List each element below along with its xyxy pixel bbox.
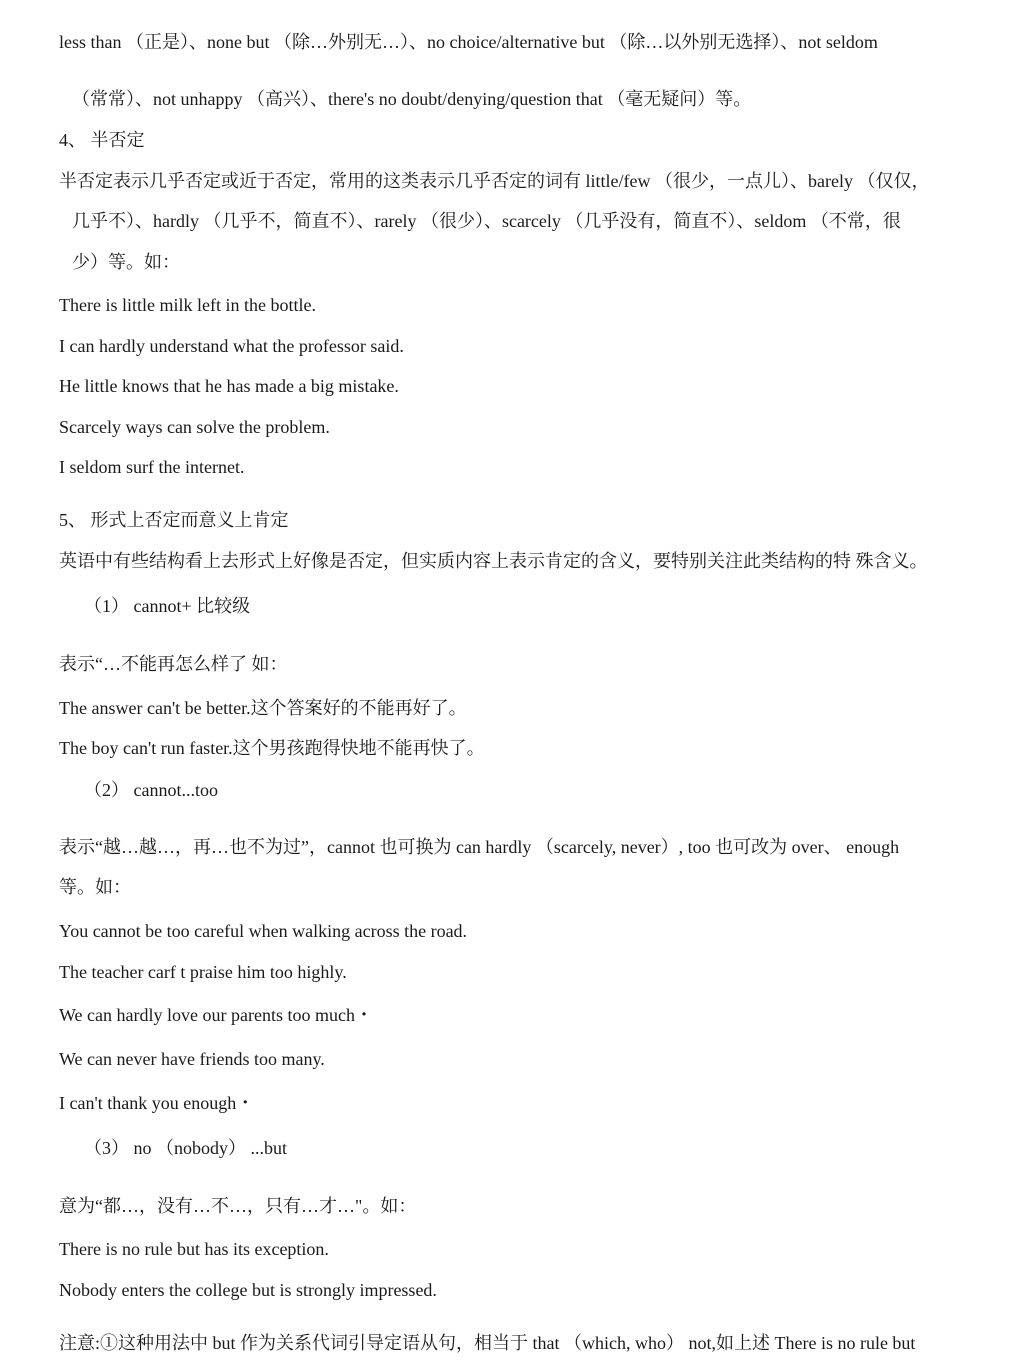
text-line-content: 半否定表示几乎否定或近于否定，常用的这类表示几乎否定的词有 little/few （很少，一点儿）、barely （仅仅， <box>59 171 930 191</box>
example-text: I can't thank you enough・ <box>59 1093 255 1113</box>
example-text: He little knows that he has made a big mistake. <box>59 376 399 396</box>
sub-heading-text: （3） no （nobody） ...but <box>84 1138 288 1158</box>
text-line-content: （常常）、not unhappy （高兴）、there's no doubt/denying/question that （毫无疑问）等。 <box>72 89 752 109</box>
text-line-content: 英语中有些结构看上去形式上好像是否定，但实质内容上表示肯定的含义，要特别关注此类结构的特 殊含义。 <box>59 551 928 571</box>
sub-heading <box>84 594 250 618</box>
example-sentence <box>59 919 467 943</box>
text-line-content: 等。如： <box>59 877 131 897</box>
text-line <box>59 1194 416 1218</box>
text-line <box>59 169 965 193</box>
sub-heading <box>84 778 218 802</box>
note-line <box>59 1331 965 1355</box>
section-heading <box>59 128 145 152</box>
sub-heading-text: （2） cannot...too <box>84 780 218 800</box>
example-text: We can never have friends too many. <box>59 1049 325 1069</box>
example-text: The answer can't be better.这个答案好的不能再好了。 <box>59 698 467 718</box>
example-sentence <box>59 1003 373 1027</box>
note-text: 注意:①这种用法中 but 作为关系代词引导定语从句，相当于 that （which, who） not,如上述 There is no rule but <box>59 1333 916 1353</box>
example-sentence <box>59 1237 329 1261</box>
example-text: Scarcely ways can solve the problem. <box>59 417 330 437</box>
example-sentence <box>59 334 404 358</box>
example-text: The teacher carf t praise him too highly. <box>59 962 347 982</box>
text-line <box>59 652 288 676</box>
text-line-content: 少）等。如： <box>72 252 180 272</box>
text-line-content: 表示“越…越…，再…也不为过”，cannot 也可换为 can hardly （scarcely, never）, too 也可改为 over、 enough <box>59 837 900 857</box>
text-line <box>59 875 131 899</box>
example-sentence <box>59 293 316 317</box>
example-sentence <box>59 1091 254 1115</box>
section-heading-text: 4、 半否定 <box>59 130 145 150</box>
section-heading-text: 5、 形式上否定而意义上肯定 <box>59 510 289 530</box>
text-line-content: 几乎不）、hardly （几乎不，简直不）、rarely （很少）、scarcely （几乎没有，简直不）、seldom （不常，很 <box>72 211 901 231</box>
example-sentence <box>59 960 347 984</box>
text-line-content: 意为“都…，没有…不…，只有…才…"。如： <box>59 1196 417 1216</box>
text-line-content: 表示“…不能再怎么样了 如： <box>59 654 288 674</box>
sub-heading <box>84 1136 287 1160</box>
example-text: There is little milk left in the bottle. <box>59 295 316 315</box>
example-sentence <box>59 455 244 479</box>
text-line <box>72 209 965 233</box>
sub-heading-text: （1） cannot+ 比较级 <box>84 596 251 616</box>
example-text: You cannot be too careful when walking across the road. <box>59 921 468 941</box>
example-text: I seldom surf the internet. <box>59 457 245 477</box>
text-line <box>72 87 751 111</box>
example-sentence <box>59 736 485 760</box>
example-text: There is no rule but has its exception. <box>59 1239 329 1259</box>
example-sentence <box>59 374 399 398</box>
text-line <box>72 250 180 274</box>
example-text: The boy can't run faster.这个男孩跑得快地不能再快了。 <box>59 738 485 758</box>
example-text: I can hardly understand what the professor said. <box>59 336 404 356</box>
text-line <box>59 30 965 54</box>
section-heading <box>59 508 289 532</box>
example-text: We can hardly love our parents too much・ <box>59 1005 373 1025</box>
example-sentence <box>59 1047 325 1071</box>
text-line <box>59 549 928 573</box>
example-sentence <box>59 1278 437 1302</box>
text-line-content: less than （正是）、none but （除…外别无…）、no choice/alternative but （除…以外别无选择）、not seldom <box>59 32 878 52</box>
text-line <box>59 835 965 859</box>
example-sentence <box>59 696 467 720</box>
example-text: Nobody enters the college but is strongly impressed. <box>59 1280 437 1300</box>
example-sentence <box>59 415 330 439</box>
